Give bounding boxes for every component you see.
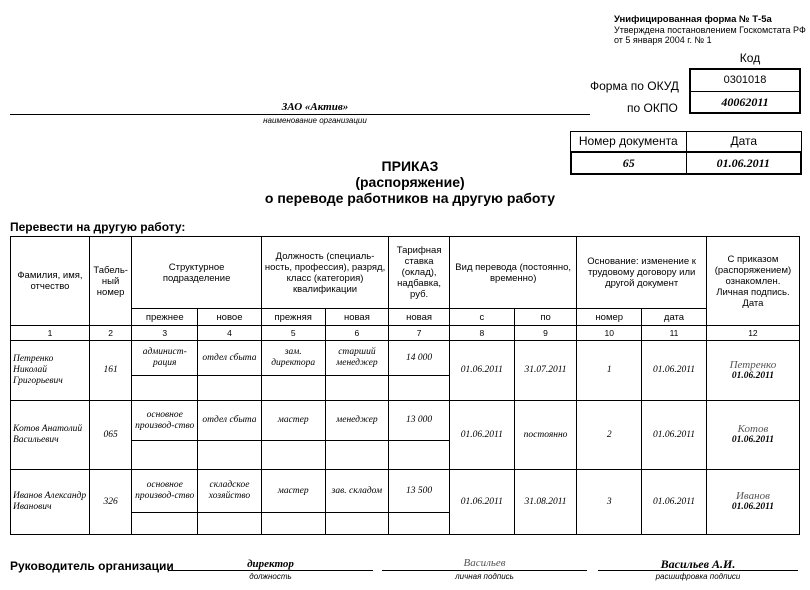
- cell-empty: [261, 441, 325, 470]
- col-num: 6: [325, 326, 389, 341]
- doc-num: 65: [572, 153, 687, 173]
- ack-date: 01.06.2011: [731, 435, 775, 445]
- footer-label: Руководитель организации: [10, 559, 174, 573]
- cell-empty: [198, 376, 262, 401]
- cell-tab: 326: [89, 470, 131, 535]
- footer-position-caption: должность: [249, 572, 292, 581]
- cell-unit-old: админист-рация: [132, 341, 198, 376]
- ack-date: 01.06.2011: [731, 502, 775, 512]
- order-title: [250, 158, 570, 206]
- section-label: Перевести на другую работу:: [10, 220, 186, 234]
- cell-tab: 065: [89, 401, 131, 470]
- code-box: [689, 68, 801, 114]
- hdr-pos-new: новая: [325, 309, 389, 326]
- unified-form-note: [614, 14, 806, 45]
- cell-from: 01.06.2011: [449, 401, 514, 470]
- form-line3: от 5 января 2004 г. № 1: [614, 35, 712, 45]
- col-num: 1: [11, 326, 90, 341]
- cell-empty: [132, 441, 198, 470]
- col-num: 8: [449, 326, 514, 341]
- cell-pos-new: старший менеджер: [325, 341, 389, 376]
- hdr-no: номер: [577, 309, 642, 326]
- org-name: ЗАО «Актив»: [281, 101, 349, 113]
- col-num: 4: [198, 326, 262, 341]
- okpo-label: по ОКПО: [627, 101, 678, 115]
- doc-num-label: Номер документа: [571, 132, 687, 151]
- col-num: 5: [261, 326, 325, 341]
- hdr-to: по: [514, 309, 577, 326]
- cell-empty: [198, 513, 262, 535]
- footer-decode: Васильев А.И.: [660, 557, 736, 571]
- cell-from: 01.06.2011: [449, 341, 514, 401]
- cell-unit-new: отдел сбыта: [198, 341, 262, 376]
- hdr-pos-prev: прежняя: [261, 309, 325, 326]
- cell-from: 01.06.2011: [449, 470, 514, 535]
- form-line2: Утверждена постановлением Госкомстата РФ: [614, 25, 806, 35]
- code-header: Код: [739, 51, 761, 65]
- footer-signature-caption: личная подпись: [455, 572, 514, 581]
- cell-pos-new: менеджер: [325, 401, 389, 441]
- cell-unit-old: основное производ-ство: [132, 401, 198, 441]
- cell-empty: [132, 376, 198, 401]
- hdr-date: дата: [642, 309, 707, 326]
- cell-empty: [198, 441, 262, 470]
- doc-date: 01.06.2011: [716, 156, 770, 170]
- okud-label: Форма по ОКУД: [590, 79, 679, 93]
- hdr-position: Должность (специаль-ность, профессия), разряд, класс (категория) квалификации: [261, 237, 388, 309]
- cell-empty: [325, 376, 389, 401]
- hdr-basis: Основание: изменение к трудовому договору или другой документ: [577, 237, 706, 309]
- cell-basis-no: 2: [577, 401, 642, 470]
- col-num: 11: [642, 326, 707, 341]
- okud-code: 0301018: [691, 70, 799, 92]
- col-num: 10: [577, 326, 642, 341]
- cell-unit-old: основное производ-ство: [132, 470, 198, 513]
- ack-date: 01.06.2011: [731, 370, 775, 381]
- cell-unit-new: складское хозяйство: [198, 470, 262, 513]
- cell-tab: 161: [89, 341, 131, 401]
- org-line: [10, 114, 590, 115]
- hdr-unit-new: новое: [198, 309, 262, 326]
- hdr-rate: Тарифная ставка (оклад), надбавка, руб.: [389, 237, 450, 309]
- col-num: 12: [706, 326, 799, 341]
- col-num: 9: [514, 326, 577, 341]
- cell-basis-date: 01.06.2011: [642, 341, 707, 401]
- title-line2: (распоряжение): [355, 174, 465, 190]
- cell-empty: [325, 513, 389, 535]
- doc-date-label: Дата: [730, 134, 758, 148]
- cell-ack: [706, 470, 799, 535]
- cell-rate: 13 500: [389, 470, 450, 513]
- footer-signature: Васильев: [463, 557, 506, 569]
- cell-basis-no: 3: [577, 470, 642, 535]
- cell-empty: [389, 441, 450, 470]
- footer-position: директор: [247, 558, 294, 570]
- cell-ack: [706, 401, 799, 470]
- cell-pos-old: мастер: [261, 470, 325, 513]
- hdr-unit-prev: прежнее: [132, 309, 198, 326]
- cell-pos-new: зав. складом: [325, 470, 389, 513]
- cell-basis-no: 1: [577, 341, 642, 401]
- hdr-unit: Структурное подразделение: [132, 237, 261, 309]
- cell-basis-date: 01.06.2011: [642, 401, 707, 470]
- signature: Котов: [737, 423, 769, 435]
- cell-rate: 14 000: [389, 341, 450, 376]
- doc-number-table: [570, 131, 802, 175]
- cell-to: постоянно: [514, 401, 577, 470]
- cell-name: Котов Анатолий Васильевич: [11, 401, 90, 470]
- hdr-name: Фамилия, имя, отчество: [11, 237, 90, 326]
- cell-empty: [389, 376, 450, 401]
- transfer-table: [10, 236, 800, 535]
- signature: Петренко: [729, 358, 777, 371]
- cell-empty: [132, 513, 198, 535]
- cell-name: Петренко Николай Григорьевич: [11, 341, 90, 401]
- org-caption: наименование организации: [263, 116, 367, 125]
- footer-decode-caption: расшифровка подписи: [655, 572, 741, 581]
- cell-basis-date: 01.06.2011: [642, 470, 707, 535]
- title-line1: ПРИКАЗ: [381, 158, 439, 174]
- hdr-from: с: [449, 309, 514, 326]
- cell-pos-old: мастер: [261, 401, 325, 441]
- form-line1: Унифицированная форма № Т-5а: [614, 14, 772, 25]
- hdr-tab: Табель-ный номер: [89, 237, 131, 326]
- cell-ack: [706, 341, 799, 401]
- hdr-ack: С приказом (распоряжением) ознакомлен. Личная подпись. Дата: [706, 237, 799, 326]
- position-line: [168, 570, 373, 571]
- cell-rate: 13 000: [389, 401, 450, 441]
- cell-empty: [261, 376, 325, 401]
- okpo-code: 40062011: [721, 95, 769, 109]
- cell-empty: [389, 513, 450, 535]
- title-line3: о переводе работников на другую работу: [264, 190, 556, 206]
- signature: Иванов: [735, 490, 770, 502]
- cell-empty: [261, 513, 325, 535]
- hdr-type: Вид перевода (постоянно, временно): [449, 237, 576, 309]
- cell-to: 31.07.2011: [514, 341, 577, 401]
- cell-to: 31.08.2011: [514, 470, 577, 535]
- cell-unit-new: отдел сбыта: [198, 401, 262, 441]
- cell-empty: [325, 441, 389, 470]
- signature-line: [382, 570, 587, 571]
- cell-name: Иванов Александр Иванович: [11, 470, 90, 535]
- col-num: 7: [389, 326, 450, 341]
- hdr-rate-new: новая: [389, 309, 450, 326]
- col-num: 3: [132, 326, 198, 341]
- col-num: 2: [89, 326, 131, 341]
- cell-pos-old: зам. директора: [261, 341, 325, 376]
